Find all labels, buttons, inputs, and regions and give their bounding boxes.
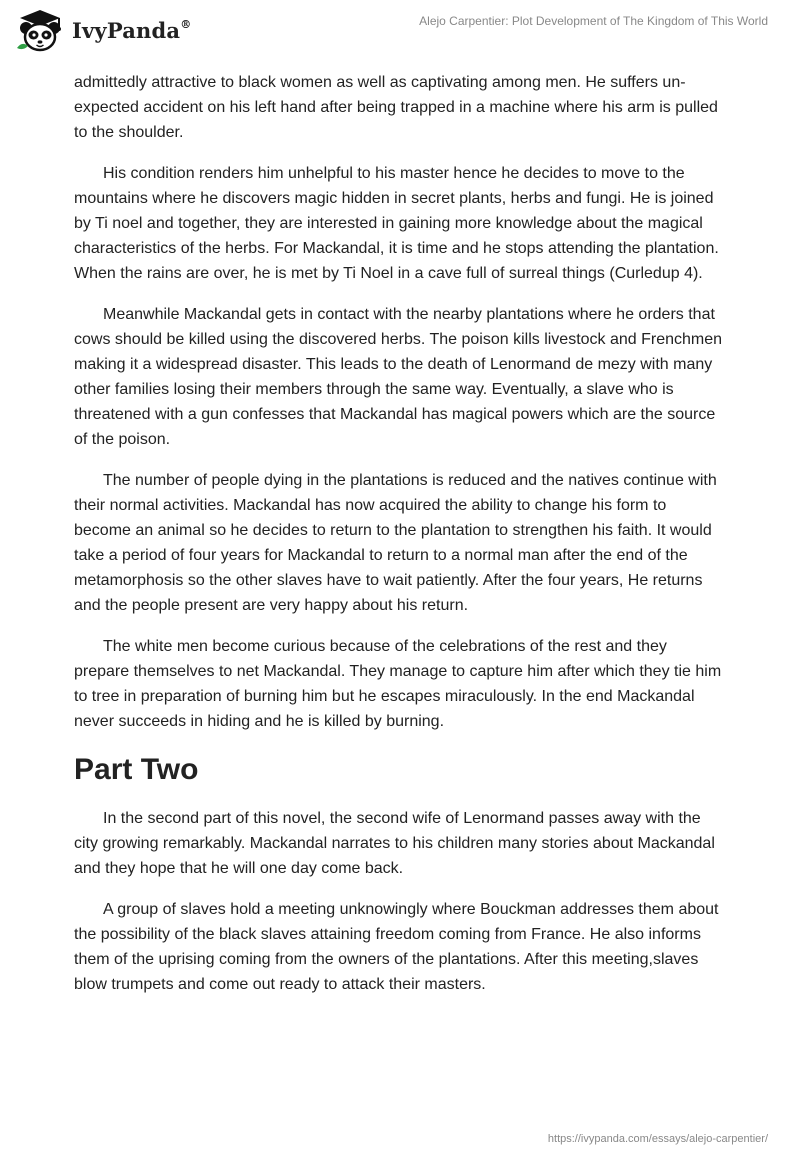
paragraph: Meanwhile Mackandal gets in contact with the nearby plantations where he orders that cows should be killed using the discovered herbs. The poison kills livestock and Frenchmen making it a widespread disaster. This leads to the death of Lenormand de mezy with many other families losing their members through the same way. Eventually, a slave who is threatened with a gun confesses that Mackandal has magical powers which are the source of the poison.	[74, 306, 723, 448]
article-body	[74, 70, 724, 1013]
paragraph: In the second part of this novel, the second wife of Lenormand passes away with the city growing remarkably. Mackandal narrates to his children many stories about Mackandal and they hope that he will one day come back.	[74, 810, 715, 877]
paragraph: The white men become curious because of the celebrations of the rest and they prepare themselves to net Mackandal. They manage to capture him after which they tie him to tree in preparation of burning him but he escapes miraculously. In the end Mackandal never succeeds in hiding and he is killed by burning.	[74, 638, 722, 730]
brand-name: IvyPanda®	[72, 17, 192, 43]
brand-logo[interactable]	[14, 8, 191, 52]
paragraph: admittedly attractive to black women as well as captivating among men. He suffers un-expected accident on his left hand after being trapped in a machine where his arm is pulled to the shoulder.	[74, 74, 718, 141]
page-header	[0, 0, 800, 60]
document-title: Alejo Carpentier: Plot Development of The Kingdom of This World	[419, 14, 768, 28]
source-url[interactable]: https://ivypanda.com/essays/alejo-carpentier/	[547, 1133, 768, 1145]
paragraph: A group of slaves hold a meeting unknowingly where Bouckman addresses them about the possibility of the black slaves attaining freedom coming from France. He also informs them of the uprising coming from the owners of the plantations. After this meeting,slaves blow trumpets and come out ready to attack their masters.	[74, 901, 719, 993]
paragraph: The number of people dying in the plantations is reduced and the natives continue with their normal activities. Mackandal has now acquired the ability to change his form to become an animal so he decides to return to the plantation to strengthen his faith. It would take a period of four years for Mackandal to return to a normal man after the end of the metamorphosis so the other slaves have to wait patiently. After the four years, He returns and the people present are very happy about his return.	[74, 472, 717, 614]
section-heading: Part Two	[74, 753, 199, 786]
paragraph: His condition renders him unhelpful to his master hence he decides to move to the mountains where he discovers magic hidden in secret plants, herbs and fungi. He is joined by Ti noel and together, they are interested in gaining more knowledge about the magical characteristics of the herbs. For Mackandal, it is time and he stops attending the plantation. When the rains are over, he is met by Ti Noel in a cave full of surreal things (Curledup 4).	[74, 165, 719, 282]
panda-graduate-icon	[14, 8, 66, 52]
